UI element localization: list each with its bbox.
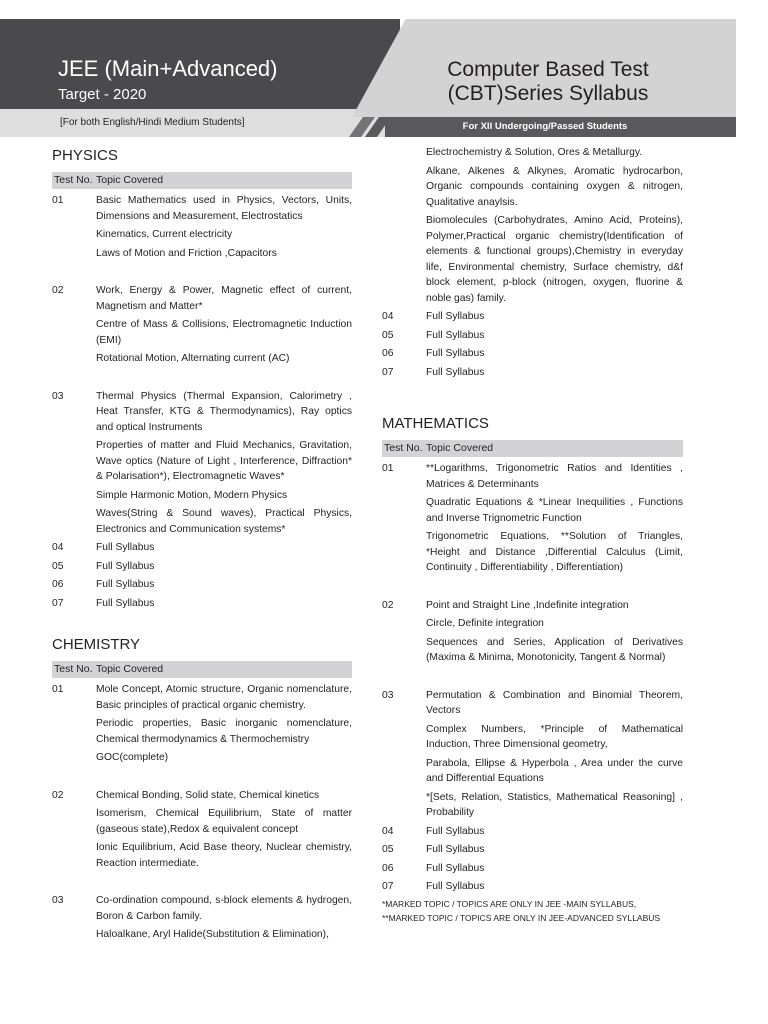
topic-text: Quadratic Equations & *Linear Inequilities , Functions and Inverse Trignometric Function [426, 497, 683, 524]
topic-text: Parabola, Ellipse & Hyperbola , Area under the curve and Differential Equations [426, 757, 683, 784]
topic-text: Electrochemistry & Solution, Ores & Metallurgy. [426, 147, 643, 158]
topic-text: Full Syllabus [426, 862, 485, 874]
col-test-no: Test No. [54, 174, 93, 186]
test-number: 07 [382, 881, 394, 892]
topic-text: Chemical Bonding, Solid state, Chemical kinetics [96, 789, 320, 801]
topic-text: Full Syllabus [426, 366, 485, 378]
table-row [52, 389, 352, 538]
topic-text: Full Syllabus [426, 329, 485, 341]
test-number: 05 [382, 329, 394, 341]
topic-text: Ionic Equilibrium, Acid Base theory, Nuclear chemistry, Reaction intermediate. [96, 842, 352, 869]
footnote-advanced: **MARKED TOPIC / TOPICS ARE ONLY IN JEE-ADVANCED SYLLABUS [382, 912, 661, 923]
cbt-heading-line2: (CBT)Series Syllabus [447, 82, 649, 105]
table-row [52, 193, 352, 261]
chemistry-table-header [52, 661, 352, 678]
table-row [52, 559, 352, 575]
topic-text: Sequences and Series, Application of Derivatives (Maxima & Minima, Monotonicity, Tangent & Normal) [426, 636, 683, 663]
test-number: 07 [382, 366, 394, 378]
for-students-note: For XII Undergoing/Passed Students [462, 121, 628, 132]
physics-section [52, 146, 352, 611]
table-row [382, 346, 683, 362]
test-number: 05 [52, 560, 64, 572]
col-topic: Topic Covered [426, 442, 494, 454]
topic-text: Full Syllabus [96, 560, 155, 572]
topic-text: Haloalkane, Aryl Halide(Substitution & Elimination), [96, 929, 329, 940]
topic-text: Complex Numbers, *Principle of Mathematical Induction, Three Dimensional geometry, [426, 723, 683, 750]
topic-text: Simple Harmonic Motion, Modern Physics [96, 489, 288, 501]
test-number: 03 [52, 895, 64, 906]
topic-text: Full Syllabus [96, 579, 155, 590]
mathematics-table-header [382, 440, 683, 457]
col-topic: Topic Covered [96, 174, 164, 186]
medium-note: [For both English/Hindi Medium Students] [60, 117, 245, 128]
test-number: 03 [382, 689, 394, 701]
topic-text: Circle, Definite integration [426, 618, 544, 629]
topic-text: Thermal Physics (Thermal Expansion, Calorimetry , Heat Transfer, KTG & Thermodynamics), Ray optics and optical Instruments [96, 390, 352, 433]
col-test-no: Test No. [54, 663, 93, 675]
test-number: 07 [52, 597, 64, 609]
chemistry-section [52, 635, 352, 943]
table-row [382, 461, 683, 576]
mathematics-section [382, 414, 683, 925]
test-number: 02 [382, 599, 394, 611]
table-row [382, 328, 683, 344]
test-number: 04 [382, 311, 394, 322]
exam-target: Target - 2020 [58, 86, 147, 103]
topic-text: Full Syllabus [426, 348, 485, 359]
topic-text: Rotational Motion, Alternating current (AC) [96, 353, 290, 364]
chemistry-continued [382, 145, 683, 380]
topic-text: Full Syllabus [426, 881, 485, 892]
test-number: 04 [52, 542, 64, 553]
topic-text: Kinematics, Current electricity [96, 229, 233, 240]
topic-text: Alkane, Alkenes & Alkynes, Aromatic hydrocarbon, Organic compounds containing oxygen & nitrogen, Qualitative anaylsis. [426, 165, 683, 208]
footnote-main: *MARKED TOPIC / TOPICS ARE ONLY IN JEE -MAIN SYLLABUS, [382, 898, 637, 909]
exam-title: JEE (Main+Advanced) [58, 56, 278, 81]
table-row [52, 596, 352, 612]
topic-text: Full Syllabus [96, 597, 155, 609]
topic-text: Point and Straight Line ,Indefinite integration [426, 599, 629, 611]
test-number: 01 [52, 195, 64, 206]
cbt-heading [418, 58, 678, 106]
test-number: 03 [52, 390, 64, 402]
table-row [52, 577, 352, 593]
test-number: 04 [382, 825, 394, 837]
table-row [52, 788, 352, 872]
topic-text: Full Syllabus [426, 311, 485, 322]
topic-text: Properties of matter and Fluid Mechanics, Gravitation, Wave optics (Nature of Light , Interference, Diffraction* & Polarisation*), Electromagnetic Waves* [96, 440, 352, 482]
topic-text: Full Syllabus [96, 542, 155, 553]
table-row [52, 283, 352, 367]
table-row [382, 879, 683, 895]
test-number: 06 [382, 348, 394, 359]
table-row [382, 861, 683, 877]
table-row [382, 824, 683, 840]
topic-text: Trigonometric Equations, **Solution of Triangles, *Height and Distance ,Differential Calculus (Limit, Continuity , Differentiability , Differentiation) [426, 531, 683, 573]
test-number: 05 [382, 844, 394, 855]
topic-text: Isomerism, Chemical Equilibrium, State of matter (gaseous state),Redox & equivalent concept [96, 808, 352, 835]
topic-text: Permutation & Combination and Binomial Theorem, Vectors [426, 689, 683, 716]
section-title-chemistry: CHEMISTRY [52, 636, 141, 653]
section-title-physics: PHYSICS [52, 147, 118, 164]
table-row [52, 682, 352, 766]
table-row [382, 145, 683, 306]
table-row [382, 365, 683, 381]
topic-text: GOC(complete) [96, 752, 169, 763]
test-number: 02 [52, 789, 64, 801]
col-topic: Topic Covered [96, 663, 164, 675]
table-row [52, 893, 352, 943]
col-test-no: Test No. [384, 442, 423, 454]
cbt-heading-line1: Computer Based Test [447, 58, 649, 81]
table-row [382, 309, 683, 325]
test-number: 06 [382, 862, 394, 874]
topic-text: Centre of Mass & Collisions, Electromagnetic Induction (EMI) [96, 319, 352, 346]
topic-text: Work, Energy & Power, Magnetic effect of current, Magnetism and Matter* [96, 285, 352, 312]
topic-text: Mole Concept, Atomic structure, Organic nomenclature, Basic principles of practical organic chemistry. [96, 684, 352, 711]
topic-text: Laws of Motion and Friction ,Capacitors [96, 247, 277, 259]
topic-text: Biomolecules (Carbohydrates, Amino Acid, Proteins), Polymer,Practical organic chemistry(Identification of elements & functional groups),Chemistry in everyday life, Environmental chemistry, Surface chemistry, d&f block element, p-block (nitrogen, oxygen, fluorine & noble gas) family. [426, 215, 683, 304]
topic-text: Full Syllabus [426, 844, 485, 855]
test-number: 06 [52, 579, 64, 590]
section-title-mathematics: MATHEMATICS [382, 415, 489, 432]
physics-table-header [52, 172, 352, 189]
test-number: 01 [382, 463, 394, 474]
topic-text: Periodic properties, Basic inorganic nomenclature, Chemical thermodynamics & Thermochemistry [96, 718, 352, 745]
topic-text: Basic Mathematics used in Physics, Vectors, Units, Dimensions and Measurement, Electrostatics [96, 195, 352, 222]
topic-text: Co-ordination compound, s-block elements & hydrogen, Boron & Carbon family. [96, 895, 352, 922]
test-number: 02 [52, 285, 64, 296]
test-number: 01 [52, 684, 64, 695]
topic-text: Full Syllabus [426, 825, 485, 837]
topic-text: Waves(String & Sound waves), Practical Physics, Electronics and Communication systems* [96, 508, 352, 535]
table-row [382, 598, 683, 666]
table-row [52, 540, 352, 556]
table-row [382, 688, 683, 821]
topic-text: **Logarithms, Trigonometric Ratios and Identities , Matrices & Determinants [426, 463, 683, 490]
table-row [382, 842, 683, 858]
topic-text: *[Sets, Relation, Statistics, Mathematical Reasoning] , Probability [426, 791, 683, 818]
